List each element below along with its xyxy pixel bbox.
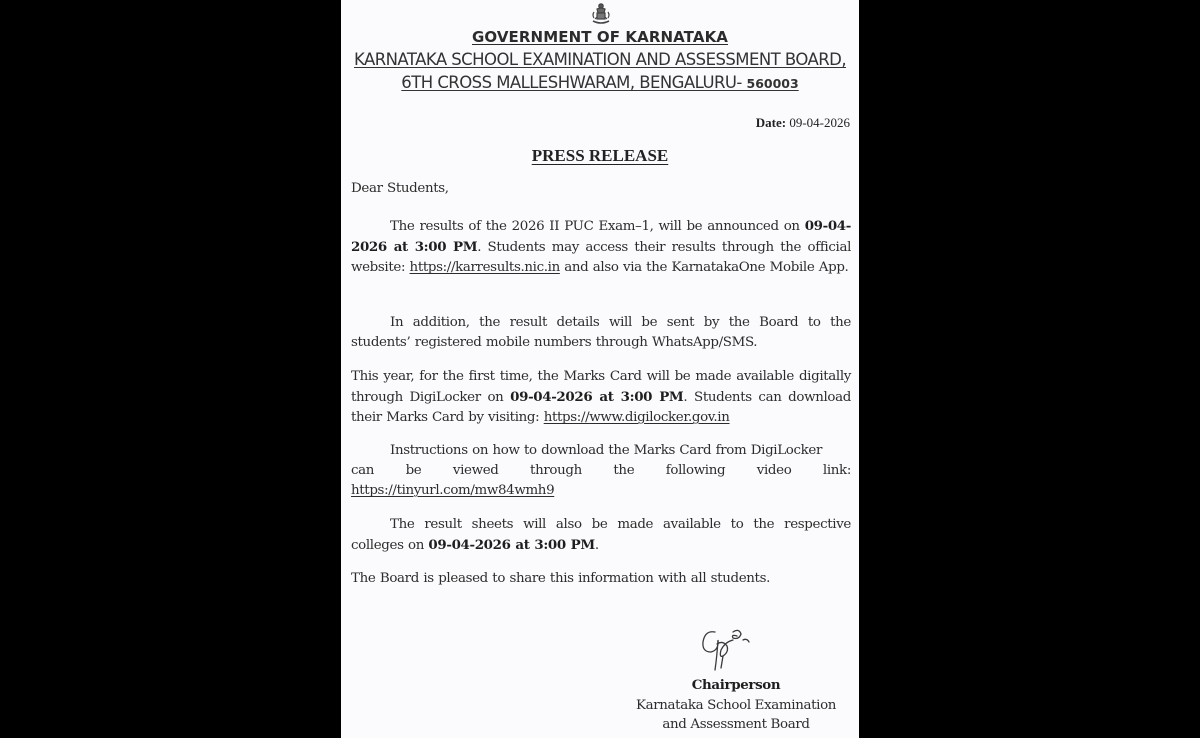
karresults-link[interactable]: https://karresults.nic.in: [409, 260, 560, 276]
paragraph-result-sheets: [351, 515, 851, 556]
paragraph-video-instructions: [351, 441, 851, 502]
paragraph-whatsapp-sms: In addition, the result details will be sent by the Board to the students’ registered mobile numbers through WhatsApp/SMS.: [351, 315, 851, 351]
p3-text-a: This year, for the first time, the Marks Card will be made available digitally through DigiLocker on: [351, 369, 851, 406]
signatory-block: [621, 676, 851, 735]
government-heading: GOVERNMENT OF KARNATAKA: [471, 28, 728, 46]
signature-icon: [693, 622, 763, 680]
p1-datetime: 09-04-2026 at 3:00 PM: [351, 218, 851, 256]
press-release-document: [341, 0, 859, 738]
date-value: 09-04-2026: [786, 115, 850, 130]
p1-text-d: and also via the KarnatakaOne Mobile App.: [559, 260, 849, 276]
p5-text-a: The result sheets will also be made available to the respective colleges on: [351, 517, 851, 554]
paragraph-closing: The Board is pleased to share this information with all students.: [351, 571, 771, 586]
p1-text-c: . Students may access their results through the official website:: [351, 240, 852, 276]
p3-text-c: . Students can download their Marks Card by visiting:: [351, 390, 851, 426]
p4-line2: can be viewed through the following video link:: [351, 463, 851, 479]
p5-text-c: .: [594, 538, 599, 554]
p4-line1: Instructions on how to download the Marks Card from DigiLocker: [390, 443, 823, 458]
p1-text-a: The results of the 2026 II PUC Exam–1, will be announced on: [390, 219, 805, 234]
state-emblem-icon: [588, 2, 614, 26]
pincode: 560003: [746, 76, 799, 91]
signatory-org-line2: and Assessment Board: [662, 717, 810, 732]
tinyurl-video-link[interactable]: https://tinyurl.com/mw84wmh9: [351, 483, 555, 499]
signatory-org-line1: Karnataka School Examination: [635, 697, 837, 713]
digilocker-link[interactable]: https://www.digilocker.gov.in: [543, 410, 730, 426]
signatory-title: Chairperson: [691, 677, 781, 693]
date-label: Date:: [755, 115, 787, 130]
address-text: 6TH CROSS MALLESHWARAM, BENGALURU-: [401, 73, 747, 92]
p3-datetime: 09-04-2026 at 3:00 PM: [510, 389, 684, 406]
page-title: PRESS RELEASE: [531, 146, 669, 165]
paragraph-digilocker: [351, 367, 851, 429]
board-name-heading: KARNATAKA SCHOOL EXAMINATION AND ASSESSMENT BOARD,: [353, 50, 847, 69]
salutation: Dear Students,: [351, 181, 449, 196]
release-date: [756, 115, 850, 131]
p5-datetime: 09-04-2026 at 3:00 PM: [428, 537, 595, 554]
paragraph-results-announcement: [351, 216, 851, 279]
board-address: [341, 73, 859, 92]
